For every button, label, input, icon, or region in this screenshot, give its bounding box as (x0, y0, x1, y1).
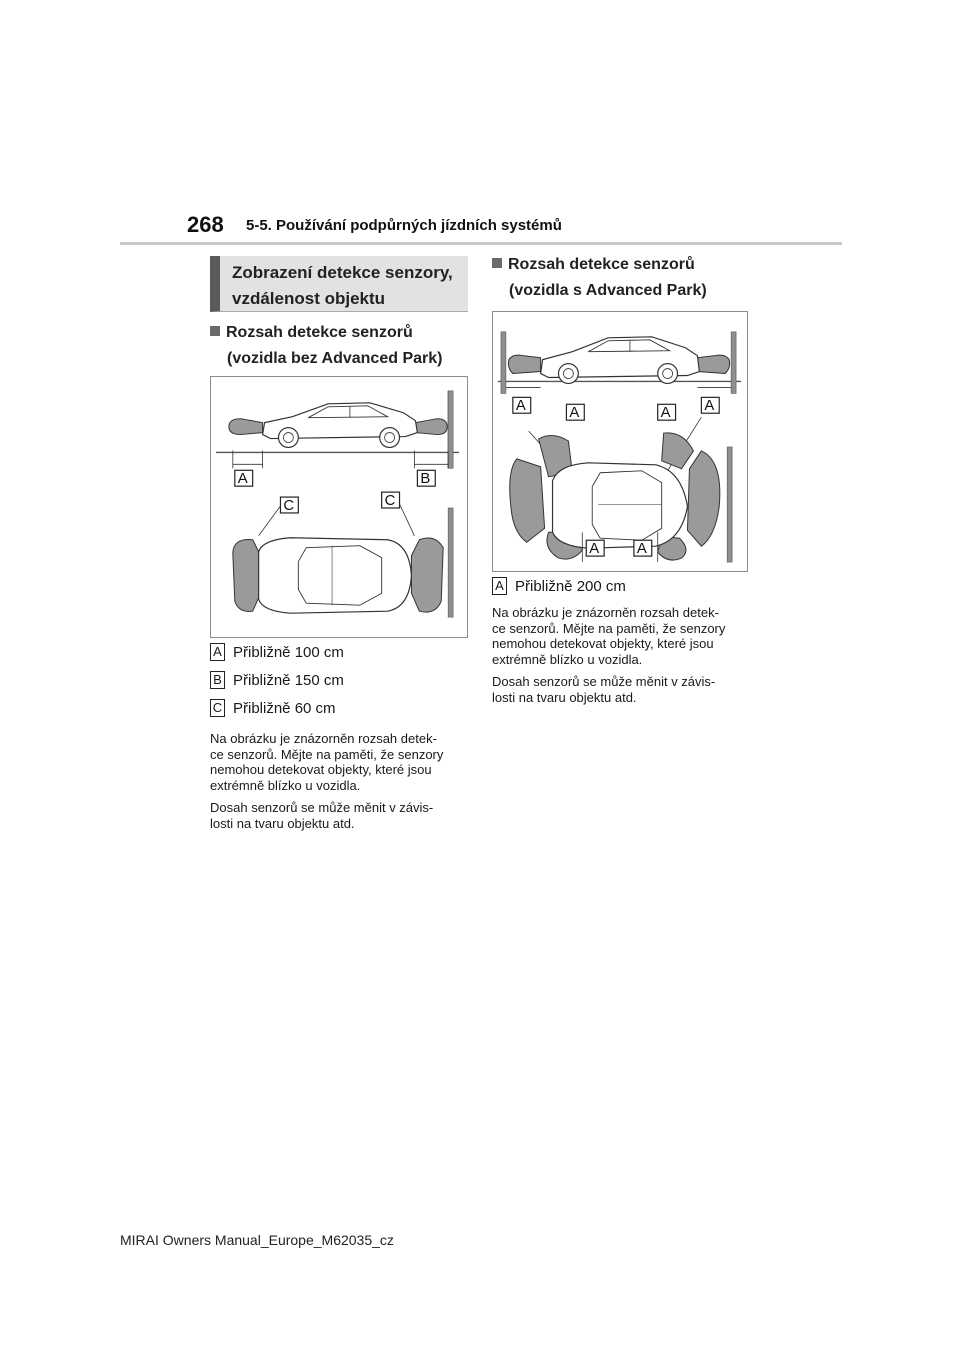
left-legend (210, 638, 344, 722)
page-number: 268 (187, 212, 224, 237)
legend-key: A (210, 643, 225, 661)
label-a-3 (658, 404, 676, 421)
legend-key: C (210, 699, 225, 717)
left-subheading (210, 320, 442, 372)
label-a-4 (701, 397, 719, 414)
label-a-6 (634, 540, 652, 557)
legend-row (210, 694, 344, 722)
label-a-1 (513, 397, 531, 414)
label-c-left (280, 497, 298, 514)
svg-text:A: A (515, 398, 526, 415)
heading-box (210, 256, 468, 312)
label-b (417, 470, 435, 487)
svg-text:A: A (569, 405, 580, 422)
footer-text: MIRAI Owners Manual_Europe_M62035_cz (120, 1232, 394, 1248)
legend-text: Přibližně 100 cm (233, 643, 344, 661)
right-subheading-line-1: Rozsah detekce senzorů (508, 256, 695, 273)
right-paragraph-2: Dosah senzorů se může měnit v závis- losti na tvaru objektu atd. (492, 674, 716, 705)
label-a-5 (586, 540, 604, 557)
right-sensor-diagram (493, 312, 747, 571)
legend-text: Přibližně 60 cm (233, 699, 336, 717)
legend-key: A (492, 577, 507, 595)
svg-text:A: A (589, 541, 600, 558)
svg-text:B: B (420, 471, 431, 488)
legend-text: Přibližně 150 cm (233, 671, 344, 689)
label-a-2 (566, 404, 584, 421)
left-paragraph-1: Na obrázku je znázorněn rozsah detek- ce senzorů. Mějte na paměti, že senzory nemohou detekovat objekty, které jsou extrémně blízko u vozidla. (210, 731, 444, 793)
svg-text:C: C (384, 493, 396, 510)
svg-text:C: C (283, 497, 295, 514)
left-body-text (210, 731, 472, 838)
left-sensor-diagram (211, 377, 467, 637)
section-title: 5-5. Používání podpůrných jízdních systémů (246, 217, 562, 234)
left-subheading-line-2: (vozidla bez Advanced Park) (227, 350, 443, 367)
right-subheading-line-2: (vozidla s Advanced Park) (509, 282, 707, 299)
svg-text:A: A (636, 541, 647, 558)
label-c-right (382, 492, 400, 509)
right-paragraph-1: Na obrázku je znázorněn rozsah detek- ce senzorů. Mějte na paměti, že senzory nemohou detekovat objekty, které jsou extrémně blízko u vozidla. (492, 605, 726, 667)
label-a (235, 470, 253, 487)
legend-key: B (210, 671, 225, 689)
left-subheading-line-1: Rozsah detekce senzorů (226, 324, 413, 341)
legend-text: Přibližně 200 cm (515, 577, 626, 595)
square-bullet-icon (492, 258, 502, 268)
right-body-text (492, 605, 754, 712)
right-subheading (492, 252, 707, 304)
left-paragraph-2: Dosah senzorů se může měnit v závis- losti na tvaru objektu atd. (210, 800, 434, 831)
left-sensor-figure (210, 376, 468, 638)
svg-text:A: A (237, 471, 248, 488)
heading-line-2: vzdálenost objektu (232, 289, 386, 308)
square-bullet-icon (210, 326, 220, 336)
legend-row (492, 572, 626, 600)
right-sensor-figure (492, 311, 748, 572)
right-legend (492, 572, 626, 600)
header-rule (120, 242, 842, 245)
svg-text:A: A (704, 398, 715, 415)
svg-text:A: A (660, 405, 671, 422)
heading-line-1: Zobrazení detekce senzory, (232, 263, 453, 282)
legend-row (210, 666, 344, 694)
legend-row (210, 638, 344, 666)
